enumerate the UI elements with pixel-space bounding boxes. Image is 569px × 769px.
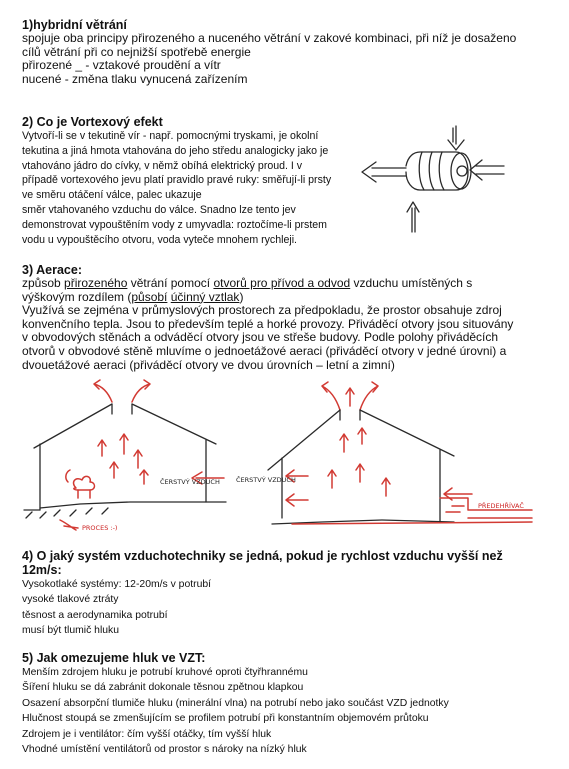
text-line: dvouetážové aeraci (přiváděcí otvory ve dvou úrovních – letní a zimní) [22,357,395,372]
text-line: Šíření hluku se dá zabránit dokonale těsnou zpětnou klapkou [22,682,304,694]
vortex-cylinder-sketch [358,122,508,234]
section-hvac-system [22,549,503,639]
text-line: otvorů v obvodové stěně mluvíme o jednoetážové aeraci (přiváděcí otvory v jedné úrovni) a [22,343,507,358]
text-line: nucené - změna tlaku vynucená zařízením [22,71,248,86]
section-3-body [22,277,513,372]
text-line: vtahováno jádro do cívky, v němž obíhá elektrický proud. I v [22,159,303,172]
section-4-body [22,577,503,639]
heading-line: 4) O jaký systém vzduchotechniky se jedná, pokud je rychlost vzduchu vyšší než [22,549,503,563]
text-line: spojuje oba principy přirozeného a nuceného větrání v zakové kombinaci, při níž je dosaženo [22,31,517,45]
text-line: přirozené _ - vztakové proudění a vítr [22,58,221,73]
text-line: Vhodné umístění ventilátorů od prostor s nároky na nízký hluk [22,744,307,756]
text-line: Zdrojem je i ventilátor: čím vyšší otáčky, tím vyšší hluk [22,728,272,740]
text-fragment: způsob [22,276,65,290]
text-fragment: výškovým rozdílem ( [22,289,132,304]
text-line: Hlučnost stoupá se zmenšujícím se profilem potrubí při konstantním objemovém průtoku [22,713,429,725]
text-line [22,277,513,291]
single-storey-aeration-sketch [20,378,230,538]
text-line: Využívá se zejména v průmyslových prostorech za předpokladu, že prostor obsahuje zdroj [22,303,502,318]
text-line: ve směru otáčení válce, palec ukazuje [22,189,202,202]
text-line: Vytvoří-li se v tekutině vír - např. pomocnými tryskami, je okolní [22,130,319,142]
underlined-term: působí [131,289,168,304]
text-line: Menším zdrojem hluku je potrubí kruhové oproti čtyřhrannému [22,667,308,678]
section-2-heading: 2) Co je Vortexový efekt [22,115,163,129]
text-line: Osazení absorpční tlumiče hluku (minerální vlna) na potrubí nebo jako součást VZD jednotky [22,697,449,709]
text-line: cílů větrání při co nejnižší spotřebě energie [22,44,251,59]
text-fragment: ) [239,289,244,304]
text-line: těsnost a aerodynamika potrubí [22,609,168,621]
heading-line: 12m/s: [22,563,62,577]
process-label: PROCES :-) [82,524,118,532]
text-fragment: vzduchu umístěných s [350,276,473,290]
two-storey-aeration-sketch [232,378,550,538]
text-line: tekutina a jiná hmota vtahována do jeho středu analogicky jako je [22,144,329,157]
underlined-term: účinný vztlak [170,289,240,304]
text-line [22,291,513,305]
section-1-body [22,32,516,86]
text-line: vysoké tlakové ztráty [22,594,119,606]
text-line: demonstrovat vypouštěním vody z umyvadla: roztočíme-li prstem [22,218,327,231]
section-vortex-effect [22,115,331,247]
text-line: v obvodových stěnách a odváděcí otvory jsou ve střeše budovy. Podle polohy přiváděcích [22,330,499,345]
text-line: Vysokotlaké systémy: 12-20m/s v potrubí [22,579,212,590]
fresh-air-label: ČERSTVÝ VZDUCH [236,476,296,484]
section-noise-reduction [22,651,449,757]
text-line: musí být tlumič hluku [22,625,120,637]
underlined-term: přirozeného [64,276,128,290]
text-line: konvenčního tepla. Jsou to především teplé a horké provozy. Přiváděcí otvory jsou situovány [22,316,514,331]
section-5-heading: 5) Jak omezujeme hluk ve VZT: [22,651,206,665]
underlined-term: otvorů pro přívod a odvod [213,276,351,290]
section-2-body [22,129,331,247]
section-hybrid-ventilation [22,18,516,86]
section-5-body [22,665,449,757]
text-line: vodu u vypouštěcího otvoru, voda vyteče mnohem rychleji. [22,233,297,246]
fresh-air-label: ČERSTVÝ VZDUCH [160,478,220,486]
section-4-heading [22,549,503,577]
section-3-heading: 3) Aerace: [22,263,82,277]
preheater-label: PŘEDEHŘÍVAČ [478,502,524,510]
text-line: případě vortexového jevu platí pravidlo pravé ruky: směřují-li prsty [22,174,332,187]
text-fragment: větrání pomocí [127,276,214,290]
section-aeration [22,263,513,372]
text-line: směr vtahovaného vzduchu do válce. Snadno lze tento jev [22,203,296,216]
section-1-heading: 1)hybridní větrání [22,18,127,32]
